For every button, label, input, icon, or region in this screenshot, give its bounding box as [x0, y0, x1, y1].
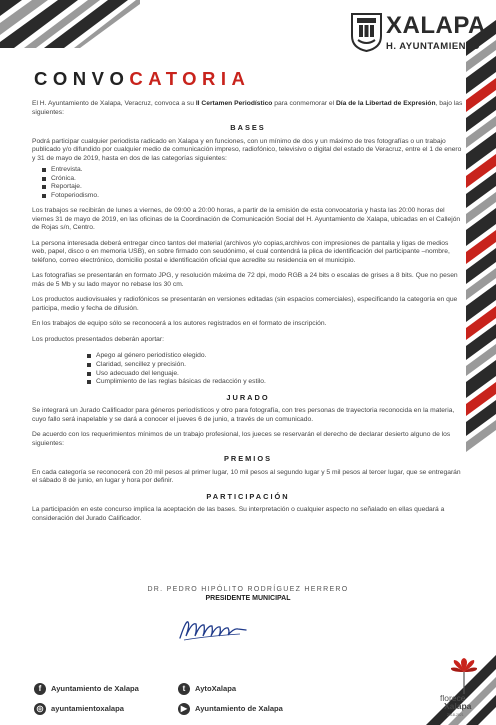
- list-item: Reportaje.: [42, 183, 464, 192]
- categories-list: [42, 166, 464, 200]
- title-part-1: CONVO: [34, 68, 130, 89]
- facebook-icon: f: [34, 683, 46, 695]
- signer-role: PRESIDENTE MUNICIPAL: [205, 595, 291, 602]
- logo-city-name: XALAPA: [386, 12, 486, 39]
- social-twitter-link[interactable]: t AytoXalapa: [178, 683, 236, 695]
- florece-label: florece: [440, 693, 466, 703]
- list-item: Entrevista.: [42, 166, 464, 175]
- florece-city: Xalapa: [444, 701, 472, 711]
- jurado-paragraph: De acuerdo con los requerimientos mínimos de un trabajo profesional, los jueces se reservarán el derecho de declarar desierto alguno de los siguientes:: [32, 431, 451, 447]
- instagram-icon: ◎: [34, 703, 46, 715]
- section-heading-bases: BASES: [230, 123, 266, 132]
- list-item: Cumplimiento de las reglas básicas de redacción y estilo.: [87, 378, 464, 387]
- participacion-paragraph: La participación en este concurso implica la aceptación de las bases. Su interpretación o cualquier aspecto no señalado en ellas quedará a consideración del Jurado Calificador.: [32, 506, 445, 522]
- city-seal-icon: [350, 12, 383, 52]
- social-facebook-link[interactable]: f Ayuntamiento de Xalapa: [34, 683, 139, 695]
- list-item: Uso adecuado del lenguaje.: [87, 370, 464, 379]
- bases-paragraph: Los productos audiovisuales y radiofónicos se presentarán en versiones editadas (sin espacios comerciales), especificando la categoría en que participa, medio y fecha de difusión.: [32, 296, 458, 312]
- premios-paragraph: En cada categoría se reconocerá con 20 mil pesos al primer lugar, 10 mil pesos al segundo lugar y 5 mil pesos al tercer lugar, que se entregarán el sábado 8 de junio, en lugar y hora por definir.: [32, 468, 461, 485]
- list-item: Claridad, sencillez y precisión.: [87, 361, 464, 370]
- convocatoria-body: [32, 100, 464, 530]
- twitter-icon: t: [178, 683, 190, 695]
- decorative-stripes-right: [466, 0, 496, 470]
- signature-block: [0, 586, 496, 602]
- social-instagram-link[interactable]: ◎ ayuntamientoxalapa: [34, 703, 124, 715]
- signer-name: DR. PEDRO HIPÓLITO RODRÍGUEZ HERRERO: [147, 586, 349, 593]
- section-heading-premios: PREMIOS: [223, 454, 273, 464]
- decorative-stripes-top-left: [0, 0, 140, 48]
- page-title: [34, 68, 250, 90]
- intro-paragraph: El H. Ayuntamiento de Xalapa, Veracruz, convoca a su II Certamen Periodístico para conmemorar el Día de la Libertad de Expresión, bajo las siguientes:: [32, 100, 463, 116]
- title-part-2: CATORIA: [129, 68, 251, 89]
- bases-paragraph: Podrá participar cualquier periodista radicado en Xalapa y en funciones, con un mínimo de dos y un máximo de tres fotografías o un trabajo publicado y/o difundido por cualquier medio de comunicación impreso, radiofónico, televisivo o digital del estado de Veracruz, entre el 1 de enero y 31 de mayo de 2019, hasta en dos de las categorías siguientes:: [32, 137, 462, 162]
- jurado-paragraph: Se integrará un Jurado Calificador para géneros periodísticos y otro para fotografía, con tres personas de trayectoria reconocida en la materia, cuyo fallo será inapelable y se dará a conocer el jueves 6 de junio, a través de un comunicado.: [32, 407, 455, 423]
- youtube-icon: ▶: [178, 703, 190, 715]
- xalapa-logo: [350, 10, 490, 58]
- section-heading-jurado: JURADO: [226, 392, 270, 402]
- list-item: Fotoperiodismo.: [42, 192, 464, 201]
- flower-icon: [448, 658, 480, 694]
- florece-years: 2018-2021: [447, 713, 464, 717]
- list-item: Apego al género periodístico elegido.: [87, 352, 464, 361]
- bases-paragraph: En los trabajos de equipo sólo se reconocerá a los autores registrados en el formato de inscripción.: [32, 320, 327, 328]
- list-item: Crónica.: [42, 175, 464, 184]
- handwritten-signature: [178, 616, 248, 642]
- bases-paragraph: Los productos presentados deberán aportar:: [32, 335, 164, 343]
- bases-paragraph: Las fotografías se presentarán en formato JPG, y resolución máxima de 72 dpi, modo RGB a 24 bits o escalas de grises a 8 bits. Que no pesen más de 5 Mb y su lado mayor no rebase los 30 cm.: [32, 272, 458, 288]
- criteria-list: [87, 352, 464, 386]
- logo-subtitle: H. AYUNTAMIENTO: [386, 41, 481, 52]
- bases-paragraph: Los trabajos se recibirán de lunes a viernes, de 09:00 a 20:00 horas, a partir de la emisión de esta convocatoria y hasta las 20:00 horas del viernes 31 de mayo de 2019, en las oficinas de la Coordinación de Comunicación Social del H. Ayuntamiento de Xalapa, ubicadas en el Callejón de Rojas s/n, Centro.: [32, 207, 461, 232]
- section-heading-participacion: PARTICIPACIÓN: [206, 491, 290, 501]
- florece-xalapa-logo: [440, 658, 488, 720]
- social-youtube-link[interactable]: ▶ Ayuntamiento de Xalapa: [178, 703, 283, 715]
- bases-paragraph: La persona interesada deberá entregar cinco tantos del material (archivos y/o copias,archivos con impresiones de pantalla y ligas de medios web, papel, disco o en memoria USB), en sobre firmado con seudónimo, el cual contendrá la plica de identificación del participante –nombre, teléfono, correo electrónico, domicilio postal e identificación oficial que acredite su residencia en el municipio.: [32, 239, 450, 264]
